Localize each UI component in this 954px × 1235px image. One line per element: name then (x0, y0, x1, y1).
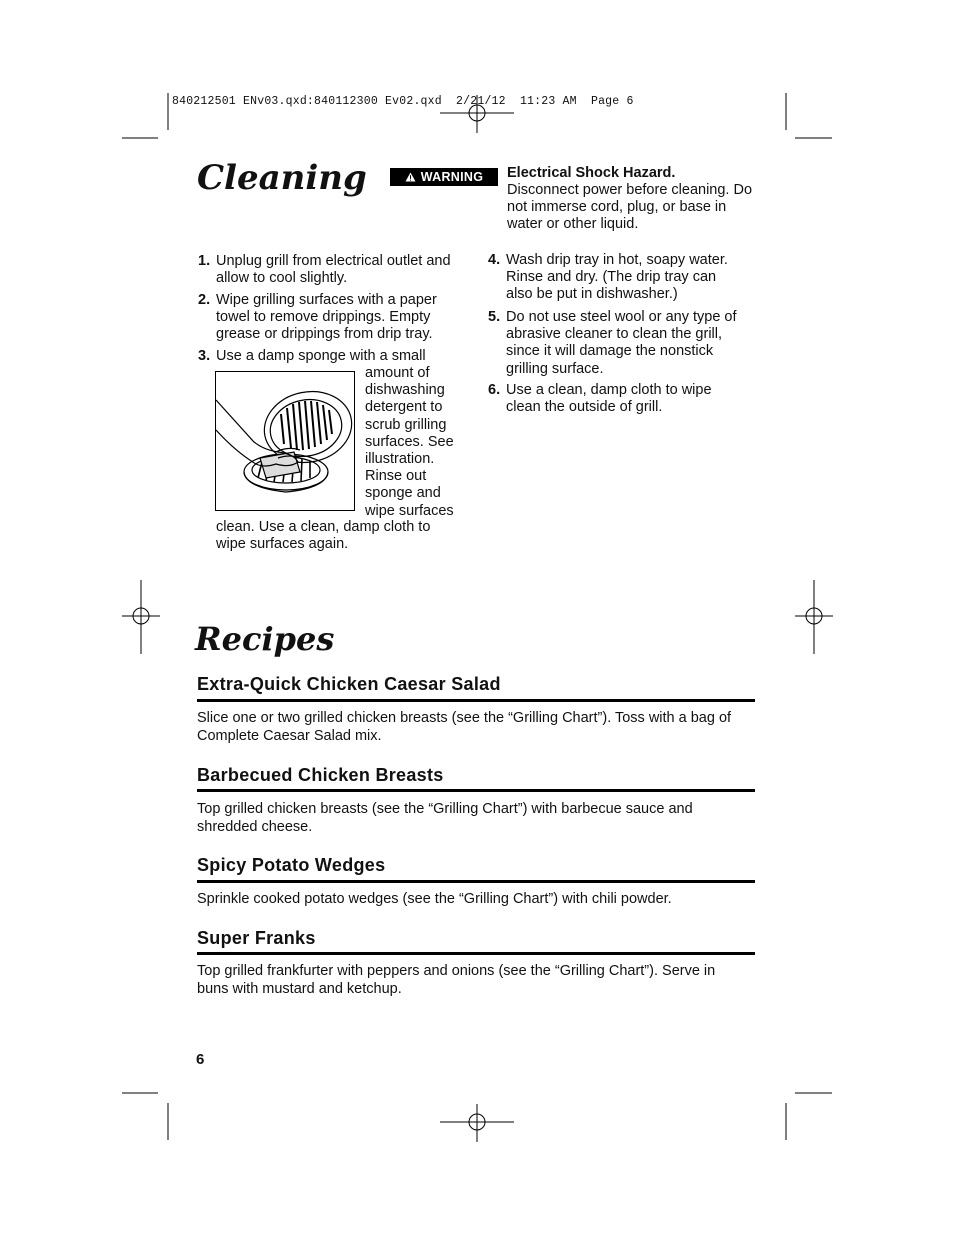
warning-badge (390, 168, 498, 186)
divider (197, 789, 755, 792)
warning-body: Disconnect power before cleaning. Do not immerse cord, plug, or base in water or other liquid. (507, 182, 753, 232)
step-3-wrap-text: amount of dishwashing detergent to scrub grilling surfaces. See illustration. Rinse out sponge and wipe surfaces (365, 365, 454, 519)
step-3-end-text: clean. Use a clean, damp cloth to wipe surfaces again. (216, 519, 431, 553)
print-slug: 840212501 ENv03.qxd:840112300 Ev02.qxd 2/21/12 11:23 AM Page 6 (172, 95, 634, 108)
recipes-title: Recipes (195, 620, 335, 658)
warning-label: WARNING (420, 170, 484, 184)
recipe-heading: Spicy Potato Wedges (197, 855, 386, 875)
divider (197, 880, 755, 883)
warning-text (507, 165, 757, 233)
divider (197, 699, 755, 702)
recipe-text: Slice one or two grilled chicken breasts (see the “Grilling Chart”). Toss with a bag of Complete Caesar Salad mix. (197, 710, 732, 744)
recipe-text: Top grilled frankfurter with peppers and onions (see the “Grilling Chart”). Serve in buns with mustard and ketchup. (197, 963, 716, 997)
warning-triangle-icon (405, 172, 416, 182)
grill-sponge-illustration (216, 372, 353, 509)
recipe-heading: Extra-Quick Chicken Caesar Salad (197, 674, 501, 694)
divider (197, 952, 755, 955)
cleaning-illustration (215, 371, 355, 511)
recipe-text: Top grilled chicken breasts (see the “Grilling Chart”) with barbecue sauce and shredded cheese. (197, 801, 693, 835)
recipe-heading: Barbecued Chicken Breasts (197, 765, 444, 785)
recipe-heading: Super Franks (197, 928, 316, 948)
cleaning-title: Cleaning (197, 158, 367, 198)
warning-heading: Electrical Shock Hazard. (507, 165, 676, 181)
page-number: 6 (196, 1051, 205, 1068)
recipe-text: Sprinkle cooked potato wedges (see the “Grilling Chart”) with chili powder. (197, 891, 672, 907)
